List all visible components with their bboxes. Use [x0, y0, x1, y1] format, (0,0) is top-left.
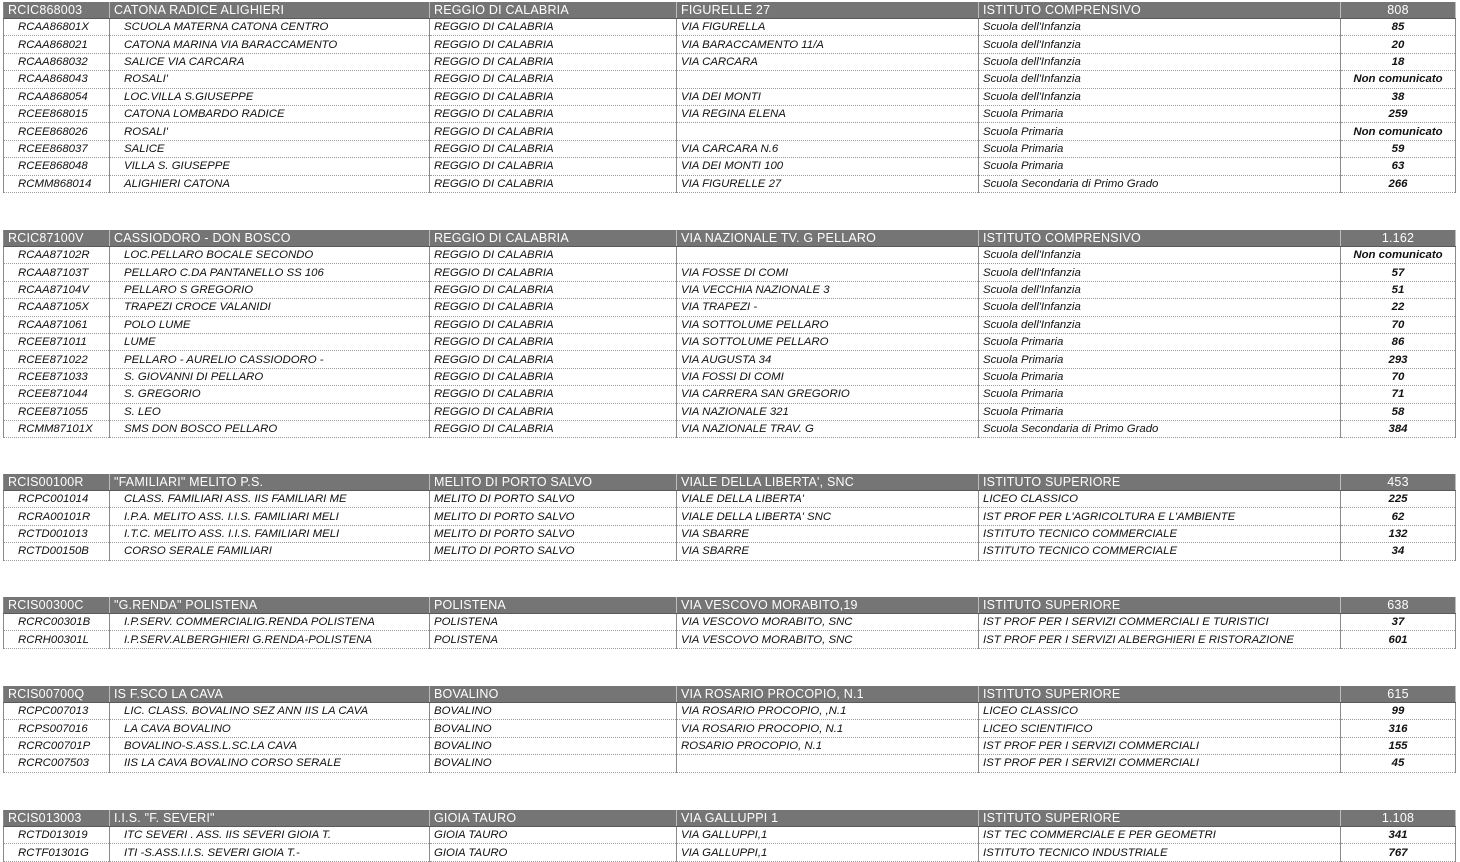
table-row	[4, 368, 1456, 385]
cell-count: 601	[1341, 631, 1456, 648]
cell-type: Scuola Secondaria di Primo Grado	[979, 420, 1341, 437]
cell-city: REGGIO DI CALABRIA	[430, 175, 677, 192]
cell-address: VIA VECCHIA NAZIONALE 3	[677, 281, 979, 298]
cell-city: REGGIO DI CALABRIA	[430, 140, 677, 157]
header-count: 1.108	[1341, 810, 1456, 827]
header-count: 1.162	[1341, 230, 1456, 247]
cell-code: RCEE868026	[4, 123, 110, 140]
table-row	[4, 281, 1456, 298]
cell-count: Non comunicato	[1341, 71, 1456, 88]
cell-code: RCEE871055	[4, 403, 110, 420]
header-address: VIA GALLUPPI 1	[677, 810, 979, 827]
header-address: VIA VESCOVO MORABITO,19	[677, 597, 979, 614]
cell-code: RCPC001014	[4, 491, 110, 508]
institute-block	[3, 597, 1456, 649]
cell-code: RCAA871061	[4, 316, 110, 333]
header-count: 453	[1341, 474, 1456, 491]
cell-address: VIA VESCOVO MORABITO, SNC	[677, 631, 979, 648]
cell-city: GIOIA TAURO	[430, 844, 677, 861]
cell-count: 293	[1341, 351, 1456, 368]
institute-header-row	[4, 230, 1456, 247]
institute-table	[3, 2, 1456, 193]
cell-type: ISTITUTO TECNICO COMMERCIALE	[979, 525, 1341, 542]
cell-name: ITI -S.ASS.I.I.S. SEVERI GIOIA T.-	[110, 844, 430, 861]
institute-block	[3, 686, 1456, 773]
cell-address: VIA AUGUSTA 34	[677, 351, 979, 368]
cell-name: I.P.SERV. COMMERCIALIG.RENDA POLISTENA	[110, 614, 430, 631]
header-type: ISTITUTO SUPERIORE	[979, 597, 1341, 614]
table-row	[4, 316, 1456, 333]
cell-address: VIA GALLUPPI,1	[677, 827, 979, 844]
institute-table	[3, 810, 1456, 862]
cell-name: LOC.PELLARO BOCALE SECONDO	[110, 247, 430, 264]
cell-code: RCTD013019	[4, 827, 110, 844]
cell-code: RCAA868021	[4, 36, 110, 53]
table-row	[4, 158, 1456, 175]
cell-count: 86	[1341, 333, 1456, 350]
cell-type: Scuola dell'Infanzia	[979, 264, 1341, 281]
cell-address: VIALE DELLA LIBERTA' SNC	[677, 508, 979, 525]
cell-type: IST PROF PER I SERVIZI ALBERGHIERI E RISTORAZIONE	[979, 631, 1341, 648]
cell-address: VIA FIGURELLA	[677, 19, 979, 36]
cell-type: Scuola Primaria	[979, 351, 1341, 368]
cell-code: RCPC007013	[4, 703, 110, 720]
cell-name: S. GREGORIO	[110, 386, 430, 403]
header-address: VIA NAZIONALE TV. G PELLARO	[677, 230, 979, 247]
table-row	[4, 71, 1456, 88]
cell-type: LICEO SCIENTIFICO	[979, 720, 1341, 737]
cell-city: POLISTENA	[430, 631, 677, 648]
institute-header-row	[4, 810, 1456, 827]
table-row	[4, 105, 1456, 122]
header-code: RCIS00100R	[4, 474, 110, 491]
header-city: MELITO DI PORTO SALVO	[430, 474, 677, 491]
cell-code: RCAA868032	[4, 53, 110, 70]
header-code: RCIS013003	[4, 810, 110, 827]
cell-address: VIA VESCOVO MORABITO, SNC	[677, 614, 979, 631]
cell-type: IST PROF PER L'AGRICOLTURA E L'AMBIENTE	[979, 508, 1341, 525]
cell-address: VIA ROSARIO PROCOPIO, ,N.1	[677, 703, 979, 720]
cell-address: VIA SOTTOLUME PELLARO	[677, 333, 979, 350]
cell-type: Scuola dell'Infanzia	[979, 71, 1341, 88]
cell-city: BOVALINO	[430, 703, 677, 720]
table-row	[4, 631, 1456, 648]
cell-address: VIA DEI MONTI	[677, 88, 979, 105]
header-name: "FAMILIARI" MELITO P.S.	[110, 474, 430, 491]
cell-name: ROSALI'	[110, 71, 430, 88]
cell-count: 767	[1341, 844, 1456, 861]
cell-name: I.T.C. MELITO ASS. I.I.S. FAMILIARI MELI	[110, 525, 430, 542]
cell-code: RCMM868014	[4, 175, 110, 192]
cell-address: VIA FOSSI DI COMI	[677, 368, 979, 385]
cell-type: Scuola Primaria	[979, 123, 1341, 140]
cell-count: 155	[1341, 737, 1456, 754]
header-city: REGGIO DI CALABRIA	[430, 230, 677, 247]
cell-name: SMS DON BOSCO PELLARO	[110, 420, 430, 437]
cell-count: 34	[1341, 543, 1456, 560]
cell-name: ALIGHIERI CATONA	[110, 175, 430, 192]
cell-count: Non comunicato	[1341, 123, 1456, 140]
cell-code: RCEE871022	[4, 351, 110, 368]
cell-type: IST PROF PER I SERVIZI COMMERCIALI E TURISTICI	[979, 614, 1341, 631]
cell-name: I.P.SERV.ALBERGHIERI G.RENDA-POLISTENA	[110, 631, 430, 648]
cell-city: REGGIO DI CALABRIA	[430, 316, 677, 333]
cell-city: REGGIO DI CALABRIA	[430, 368, 677, 385]
cell-code: RCPS007016	[4, 720, 110, 737]
cell-type: Scuola Primaria	[979, 158, 1341, 175]
cell-count: 71	[1341, 386, 1456, 403]
cell-name: SALICE VIA CARCARA	[110, 53, 430, 70]
cell-name: ITC SEVERI . ASS. IIS SEVERI GIOIA T.	[110, 827, 430, 844]
cell-code: RCRC00701P	[4, 737, 110, 754]
cell-type: Scuola dell'Infanzia	[979, 88, 1341, 105]
table-row	[4, 827, 1456, 844]
institute-header-row	[4, 686, 1456, 703]
table-row	[4, 543, 1456, 560]
cell-code: RCRA00101R	[4, 508, 110, 525]
header-city: GIOIA TAURO	[430, 810, 677, 827]
cell-type: Scuola dell'Infanzia	[979, 299, 1341, 316]
header-count: 615	[1341, 686, 1456, 703]
institute-header-row	[4, 597, 1456, 614]
table-row	[4, 614, 1456, 631]
cell-address: VIA SBARRE	[677, 543, 979, 560]
cell-count: 266	[1341, 175, 1456, 192]
cell-city: REGGIO DI CALABRIA	[430, 333, 677, 350]
cell-address: VIA BARACCAMENTO 11/A	[677, 36, 979, 53]
header-code: RCIC868003	[4, 2, 110, 19]
cell-name: TRAPEZI CROCE VALANIDI	[110, 299, 430, 316]
cell-address: VIA DEI MONTI 100	[677, 158, 979, 175]
cell-name: POLO LUME	[110, 316, 430, 333]
cell-count: 37	[1341, 614, 1456, 631]
cell-code: RCRH00301L	[4, 631, 110, 648]
cell-type: LICEO CLASSICO	[979, 703, 1341, 720]
header-count: 638	[1341, 597, 1456, 614]
cell-code: RCRC00301B	[4, 614, 110, 631]
cell-city: MELITO DI PORTO SALVO	[430, 543, 677, 560]
cell-code: RCAA86801X	[4, 19, 110, 36]
cell-type: Scuola Primaria	[979, 368, 1341, 385]
table-row	[4, 333, 1456, 350]
cell-type: IST PROF PER I SERVIZI COMMERCIALI	[979, 755, 1341, 772]
cell-name: PELLARO C.DA PANTANELLO SS 106	[110, 264, 430, 281]
table-row	[4, 737, 1456, 754]
cell-count: 51	[1341, 281, 1456, 298]
cell-name: CATONA MARINA VIA BARACCAMENTO	[110, 36, 430, 53]
table-row	[4, 703, 1456, 720]
cell-city: REGGIO DI CALABRIA	[430, 247, 677, 264]
cell-name: PELLARO - AURELIO CASSIODORO -	[110, 351, 430, 368]
cell-type: Scuola dell'Infanzia	[979, 36, 1341, 53]
header-name: "G.RENDA" POLISTENA	[110, 597, 430, 614]
table-row	[4, 53, 1456, 70]
cell-code: RCTD001013	[4, 525, 110, 542]
cell-type: Scuola dell'Infanzia	[979, 53, 1341, 70]
header-type: ISTITUTO SUPERIORE	[979, 686, 1341, 703]
institute-table	[3, 230, 1456, 438]
cell-count: 85	[1341, 19, 1456, 36]
cell-city: REGGIO DI CALABRIA	[430, 158, 677, 175]
header-name: IS F.SCO LA CAVA	[110, 686, 430, 703]
cell-count: 259	[1341, 105, 1456, 122]
cell-address: VIA CARCARA	[677, 53, 979, 70]
cell-count: 99	[1341, 703, 1456, 720]
institute-table	[3, 597, 1456, 649]
table-row	[4, 264, 1456, 281]
cell-code: RCAA87104V	[4, 281, 110, 298]
cell-name: BOVALINO-S.ASS.L.SC.LA CAVA	[110, 737, 430, 754]
cell-type: IST PROF PER I SERVIZI COMMERCIALI	[979, 737, 1341, 754]
cell-city: MELITO DI PORTO SALVO	[430, 525, 677, 542]
cell-code: RCAA87102R	[4, 247, 110, 264]
cell-type: Scuola dell'Infanzia	[979, 247, 1341, 264]
cell-name: VILLA S. GIUSEPPE	[110, 158, 430, 175]
table-row	[4, 88, 1456, 105]
cell-code: RCEE871011	[4, 333, 110, 350]
cell-city: BOVALINO	[430, 755, 677, 772]
cell-address: VIA CARRERA SAN GREGORIO	[677, 386, 979, 403]
cell-city: REGGIO DI CALABRIA	[430, 19, 677, 36]
cell-name: I.P.A. MELITO ASS. I.I.S. FAMILIARI MELI	[110, 508, 430, 525]
cell-count: 38	[1341, 88, 1456, 105]
cell-name: LOC.VILLA S.GIUSEPPE	[110, 88, 430, 105]
cell-address: VIALE DELLA LIBERTA'	[677, 491, 979, 508]
cell-address: VIA TRAPEZI -	[677, 299, 979, 316]
table-row	[4, 123, 1456, 140]
cell-count: 70	[1341, 368, 1456, 385]
cell-type: Scuola Primaria	[979, 140, 1341, 157]
cell-code: RCEE868037	[4, 140, 110, 157]
table-row	[4, 755, 1456, 772]
cell-count: 58	[1341, 403, 1456, 420]
header-name: CASSIODORO - DON BOSCO	[110, 230, 430, 247]
header-code: RCIC87100V	[4, 230, 110, 247]
cell-address: VIA GALLUPPI,1	[677, 844, 979, 861]
table-row	[4, 175, 1456, 192]
institute-table	[3, 686, 1456, 773]
table-row	[4, 299, 1456, 316]
cell-count: 225	[1341, 491, 1456, 508]
header-type: ISTITUTO SUPERIORE	[979, 810, 1341, 827]
institute-block	[3, 230, 1456, 438]
cell-type: LICEO CLASSICO	[979, 491, 1341, 508]
institute-block	[3, 2, 1456, 193]
table-row	[4, 140, 1456, 157]
cell-city: REGGIO DI CALABRIA	[430, 105, 677, 122]
cell-address	[677, 71, 979, 88]
cell-count: 341	[1341, 827, 1456, 844]
cell-count: 18	[1341, 53, 1456, 70]
institute-header-row	[4, 474, 1456, 491]
header-address: FIGURELLE 27	[677, 2, 979, 19]
header-name: CATONA RADICE ALIGHIERI	[110, 2, 430, 19]
cell-code: RCEE868048	[4, 158, 110, 175]
cell-city: GIOIA TAURO	[430, 827, 677, 844]
cell-name: S. GIOVANNI DI PELLARO	[110, 368, 430, 385]
cell-name: CLASS. FAMILIARI ASS. IIS FAMILIARI ME	[110, 491, 430, 508]
cell-city: REGGIO DI CALABRIA	[430, 299, 677, 316]
cell-count: 57	[1341, 264, 1456, 281]
cell-city: REGGIO DI CALABRIA	[430, 71, 677, 88]
cell-city: REGGIO DI CALABRIA	[430, 403, 677, 420]
cell-type: Scuola Secondaria di Primo Grado	[979, 175, 1341, 192]
cell-address: ROSARIO PROCOPIO, N.1	[677, 737, 979, 754]
cell-count: 384	[1341, 420, 1456, 437]
table-row	[4, 420, 1456, 437]
cell-count: 63	[1341, 158, 1456, 175]
cell-city: BOVALINO	[430, 737, 677, 754]
cell-type: Scuola dell'Infanzia	[979, 19, 1341, 36]
header-type: ISTITUTO SUPERIORE	[979, 474, 1341, 491]
table-row	[4, 36, 1456, 53]
cell-name: CORSO SERALE FAMILIARI	[110, 543, 430, 560]
cell-name: PELLARO S GREGORIO	[110, 281, 430, 298]
cell-count: 22	[1341, 299, 1456, 316]
header-code: RCIS00700Q	[4, 686, 110, 703]
header-type: ISTITUTO COMPRENSIVO	[979, 230, 1341, 247]
cell-name: SCUOLA MATERNA CATONA CENTRO	[110, 19, 430, 36]
cell-code: RCEE871044	[4, 386, 110, 403]
cell-address: VIA SOTTOLUME PELLARO	[677, 316, 979, 333]
cell-type: ISTITUTO TECNICO COMMERCIALE	[979, 543, 1341, 560]
header-city: POLISTENA	[430, 597, 677, 614]
cell-address: VIA REGINA ELENA	[677, 105, 979, 122]
header-city: REGGIO DI CALABRIA	[430, 2, 677, 19]
table-row	[4, 844, 1456, 861]
table-row	[4, 247, 1456, 264]
cell-name: S. LEO	[110, 403, 430, 420]
cell-code: RCEE871033	[4, 368, 110, 385]
cell-name: ROSALI'	[110, 123, 430, 140]
cell-city: REGGIO DI CALABRIA	[430, 420, 677, 437]
cell-code: RCAA87105X	[4, 299, 110, 316]
table-row	[4, 720, 1456, 737]
table-row	[4, 403, 1456, 420]
cell-count: 316	[1341, 720, 1456, 737]
header-code: RCIS00300C	[4, 597, 110, 614]
table-row	[4, 386, 1456, 403]
cell-city: REGGIO DI CALABRIA	[430, 123, 677, 140]
cell-count: 45	[1341, 755, 1456, 772]
cell-code: RCAA87103T	[4, 264, 110, 281]
cell-count: 59	[1341, 140, 1456, 157]
cell-name: CATONA LOMBARDO RADICE	[110, 105, 430, 122]
cell-address: VIA FOSSE DI COMI	[677, 264, 979, 281]
cell-count: Non comunicato	[1341, 247, 1456, 264]
institute-block	[3, 474, 1456, 561]
cell-address	[677, 755, 979, 772]
cell-city: REGGIO DI CALABRIA	[430, 88, 677, 105]
cell-address: VIA SBARRE	[677, 525, 979, 542]
table-row	[4, 508, 1456, 525]
cell-name: LUME	[110, 333, 430, 350]
cell-code: RCAA868043	[4, 71, 110, 88]
cell-count: 62	[1341, 508, 1456, 525]
cell-code: RCTD00150B	[4, 543, 110, 560]
cell-address	[677, 123, 979, 140]
cell-address	[677, 247, 979, 264]
table-row	[4, 351, 1456, 368]
cell-count: 20	[1341, 36, 1456, 53]
cell-city: BOVALINO	[430, 720, 677, 737]
cell-city: POLISTENA	[430, 614, 677, 631]
cell-city: REGGIO DI CALABRIA	[430, 264, 677, 281]
cell-type: Scuola dell'Infanzia	[979, 316, 1341, 333]
cell-name: LIC. CLASS. BOVALINO SEZ ANN IIS LA CAVA	[110, 703, 430, 720]
header-count: 808	[1341, 2, 1456, 19]
header-address: VIALE DELLA LIBERTA', SNC	[677, 474, 979, 491]
cell-count: 70	[1341, 316, 1456, 333]
cell-name: LA CAVA BOVALINO	[110, 720, 430, 737]
cell-address: VIA ROSARIO PROCOPIO, N.1	[677, 720, 979, 737]
institute-block	[3, 810, 1456, 862]
header-type: ISTITUTO COMPRENSIVO	[979, 2, 1341, 19]
cell-name: SALICE	[110, 140, 430, 157]
institute-header-row	[4, 2, 1456, 19]
cell-city: REGGIO DI CALABRIA	[430, 386, 677, 403]
header-name: I.I.S. "F. SEVERI"	[110, 810, 430, 827]
cell-city: REGGIO DI CALABRIA	[430, 351, 677, 368]
cell-address: VIA NAZIONALE 321	[677, 403, 979, 420]
cell-code: RCTF01301G	[4, 844, 110, 861]
cell-address: VIA CARCARA N.6	[677, 140, 979, 157]
cell-city: MELITO DI PORTO SALVO	[430, 508, 677, 525]
table-row	[4, 525, 1456, 542]
cell-city: MELITO DI PORTO SALVO	[430, 491, 677, 508]
cell-code: RCAA868054	[4, 88, 110, 105]
cell-type: Scuola dell'Infanzia	[979, 281, 1341, 298]
cell-type: Scuola Primaria	[979, 386, 1341, 403]
cell-city: REGGIO DI CALABRIA	[430, 36, 677, 53]
header-city: BOVALINO	[430, 686, 677, 703]
cell-city: REGGIO DI CALABRIA	[430, 53, 677, 70]
cell-code: RCMM87101X	[4, 420, 110, 437]
cell-code: RCRC007503	[4, 755, 110, 772]
cell-type: ISTITUTO TECNICO INDUSTRIALE	[979, 844, 1341, 861]
cell-city: REGGIO DI CALABRIA	[430, 281, 677, 298]
institute-table	[3, 474, 1456, 561]
header-address: VIA ROSARIO PROCOPIO, N.1	[677, 686, 979, 703]
cell-name: IIS LA CAVA BOVALINO CORSO SERALE	[110, 755, 430, 772]
cell-type: Scuola Primaria	[979, 403, 1341, 420]
cell-type: IST TEC COMMERCIALE E PER GEOMETRI	[979, 827, 1341, 844]
table-row	[4, 19, 1456, 36]
cell-code: RCEE868015	[4, 105, 110, 122]
cell-type: Scuola Primaria	[979, 333, 1341, 350]
cell-address: VIA FIGURELLE 27	[677, 175, 979, 192]
cell-type: Scuola Primaria	[979, 105, 1341, 122]
table-row	[4, 491, 1456, 508]
cell-count: 132	[1341, 525, 1456, 542]
cell-address: VIA NAZIONALE TRAV. G	[677, 420, 979, 437]
